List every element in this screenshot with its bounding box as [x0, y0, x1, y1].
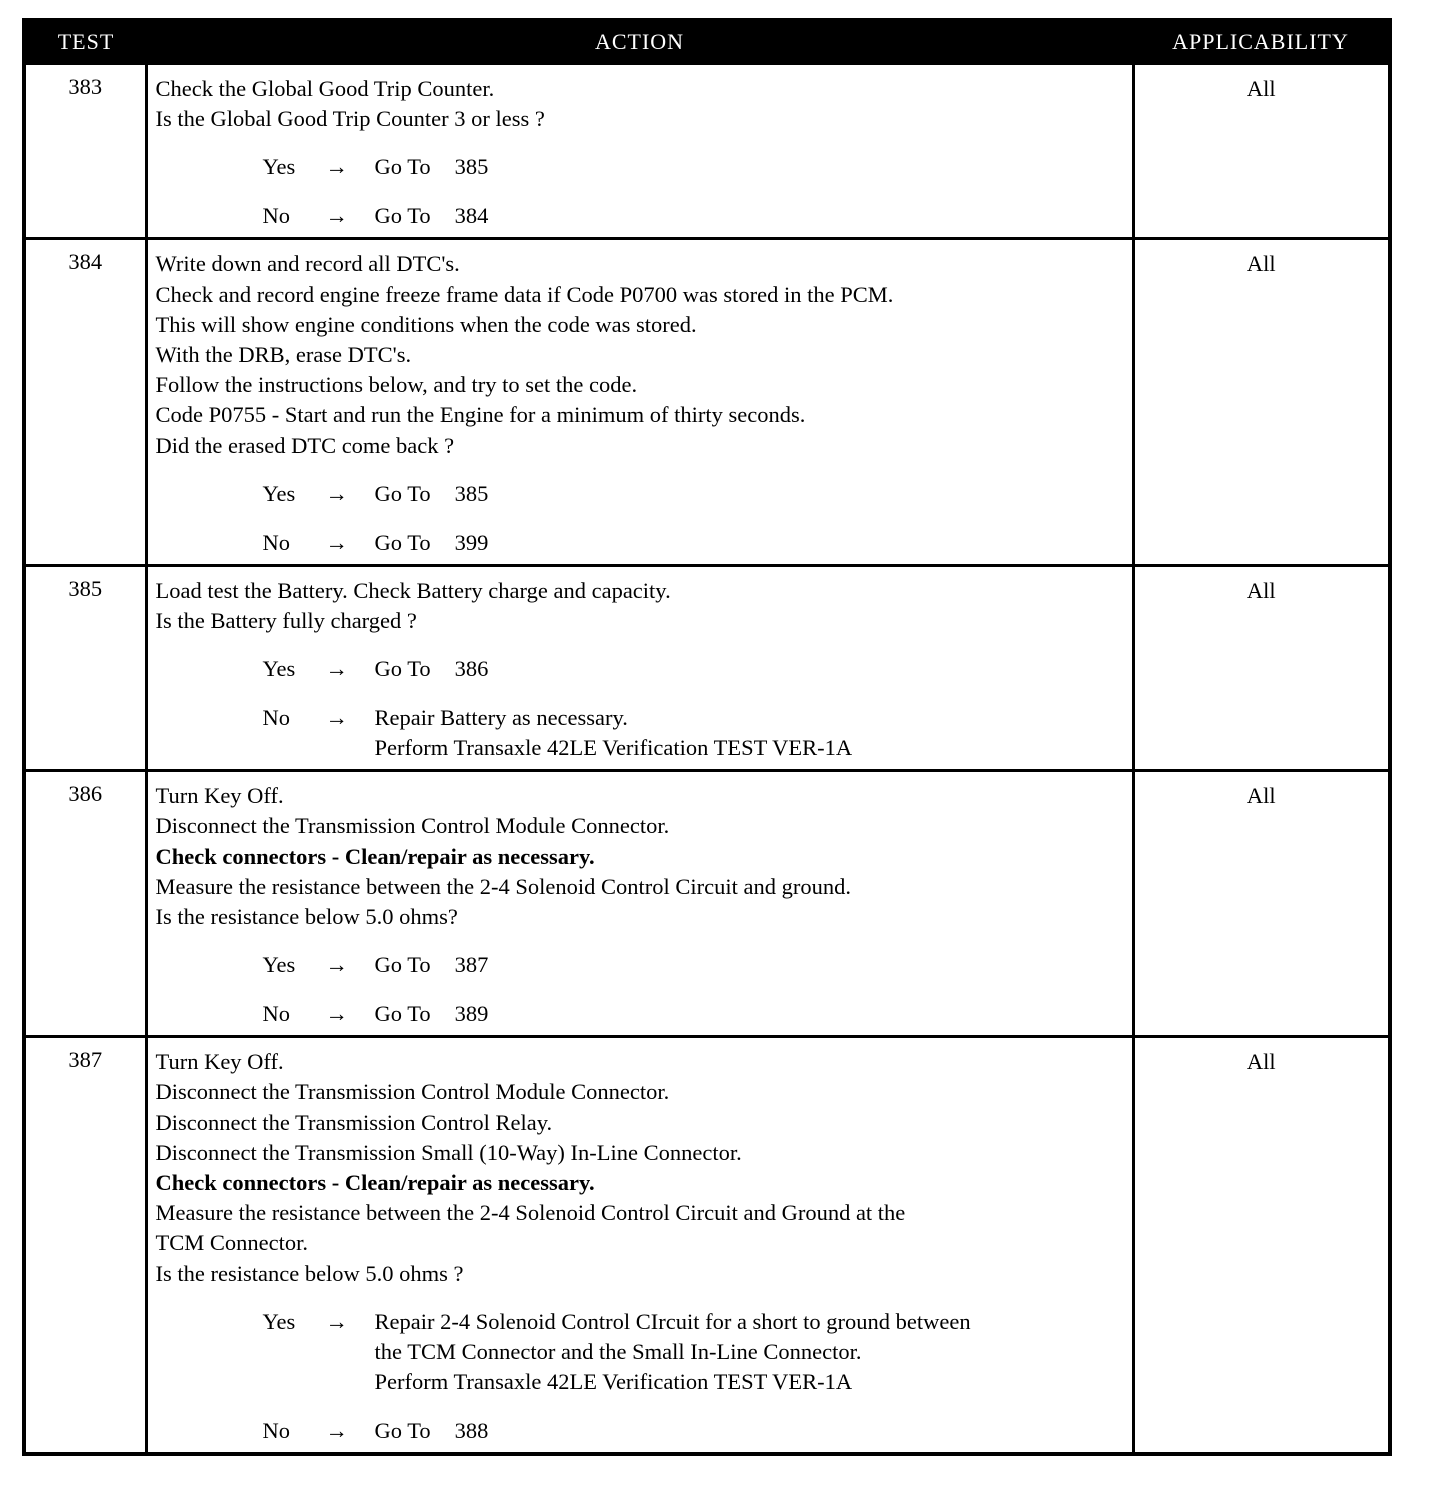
action-line: Measure the resistance between the 2-4 Solenoid Control Circuit and Ground at the: [155, 1200, 906, 1226]
action-line: Is the Battery fully charged ?: [155, 608, 417, 634]
result-line: Repair Battery as necessary.: [374, 705, 628, 731]
goto-test-number: 399: [454, 529, 489, 555]
arrow-right-icon: →: [325, 529, 348, 555]
goto-test-number: 385: [454, 480, 489, 506]
arrow-right-icon: →: [325, 705, 348, 731]
test-number: 385: [24, 565, 146, 770]
action-cell: [146, 239, 1133, 565]
answer-word: Yes: [262, 952, 296, 978]
goto-test-number: 387: [454, 952, 489, 978]
applicability-value: All: [1133, 1037, 1390, 1454]
arrow-right-icon: →: [325, 1001, 348, 1027]
arrow-right-icon: →: [325, 480, 348, 506]
action-cell: [146, 565, 1133, 770]
table-row: [24, 239, 1390, 565]
applicability-value: All: [1133, 771, 1390, 1037]
answer-row: [156, 152, 1124, 182]
goto-label: Go To: [374, 203, 431, 229]
table-row: [24, 1037, 1390, 1454]
test-number: 387: [24, 1037, 146, 1454]
answer-word: Yes: [262, 1308, 296, 1334]
goto-label: Go To: [374, 1417, 431, 1443]
diagnostic-test-table: [22, 18, 1392, 1456]
header-test: TEST: [24, 20, 146, 64]
action-line: Turn Key Off.: [155, 1049, 284, 1075]
action-line: With the DRB, erase DTC's.: [155, 342, 412, 368]
answer-word: No: [262, 705, 290, 731]
answer-list: [156, 152, 1124, 231]
result-line: Perform Transaxle 42LE Verification TEST VER-1A: [374, 1368, 853, 1394]
action-line: Check the Global Good Trip Counter.: [155, 76, 495, 101]
arrow-right-icon: →: [325, 952, 348, 978]
answer-list: [156, 950, 1124, 1029]
answer-word: No: [262, 1001, 290, 1027]
diagnostic-procedure-page: [22, 18, 1388, 1456]
answer-row: [156, 999, 1124, 1029]
action-line: Disconnect the Transmission Small (10-Way) In-Line Connector.: [155, 1139, 742, 1165]
answer-result: [375, 152, 1124, 182]
goto-label: Go To: [374, 952, 431, 978]
goto-test-number: 386: [454, 656, 489, 682]
answer-row: [156, 528, 1124, 558]
answer-result: [375, 1307, 1124, 1397]
applicability-value: All: [1133, 239, 1390, 565]
action-line: Is the resistance below 5.0 ohms ?: [155, 1260, 464, 1286]
answer-list: [156, 1307, 1124, 1446]
action-line: TCM Connector.: [155, 1230, 308, 1256]
goto-label: Go To: [374, 529, 431, 555]
header-applicability: APPLICABILITY: [1133, 20, 1390, 64]
arrow-right-icon: →: [325, 1308, 348, 1334]
action-line: Disconnect the Transmission Control Module Connector.: [155, 1079, 670, 1105]
answer-result: [375, 479, 1124, 509]
answer-list: [156, 654, 1124, 763]
action-line: Load test the Battery. Check Battery charge and capacity.: [155, 577, 671, 603]
action-cell: [146, 771, 1133, 1037]
goto-label: Go To: [374, 480, 431, 506]
goto-label: Go To: [374, 1001, 431, 1027]
action-line: Code P0755 - Start and run the Engine for a minimum of thirty seconds.: [155, 402, 806, 428]
answer-word: Yes: [262, 656, 296, 682]
test-number: 383: [24, 64, 146, 239]
action-line: Turn Key Off.: [155, 783, 284, 809]
action-line: Check connectors - Clean/repair as necessary.: [155, 1170, 595, 1196]
table-row: [24, 771, 1390, 1037]
action-line: Measure the resistance between the 2-4 Solenoid Control Circuit and ground.: [155, 873, 851, 899]
test-number: 384: [24, 239, 146, 565]
action-line: Did the erased DTC come back ?: [155, 432, 455, 458]
goto-test-number: 389: [454, 1001, 489, 1027]
answer-row: [156, 950, 1124, 980]
result-line: Perform Transaxle 42LE Verification TEST VER-1A: [374, 735, 853, 761]
action-line: Disconnect the Transmission Control Module Connector.: [155, 813, 670, 839]
action-cell: [146, 1037, 1133, 1454]
answer-result: [375, 654, 1124, 684]
applicability-value: All: [1133, 64, 1390, 239]
goto-label: Go To: [374, 656, 431, 682]
arrow-right-icon: →: [325, 1417, 348, 1443]
arrow-right-icon: →: [325, 154, 348, 180]
answer-list: [156, 479, 1124, 558]
arrow-right-icon: →: [325, 203, 348, 229]
answer-result: [375, 703, 1124, 763]
result-line: the TCM Connector and the Small In-Line Connector.: [374, 1338, 862, 1364]
result-line: Repair 2-4 Solenoid Control CIrcuit for a short to ground between: [374, 1308, 971, 1334]
answer-result: [375, 201, 1124, 231]
answer-word: Yes: [262, 154, 296, 180]
answer-word: No: [262, 529, 290, 555]
table-header-row: [24, 20, 1390, 64]
goto-test-number: 385: [454, 154, 489, 180]
table-row: [24, 565, 1390, 770]
header-action: ACTION: [146, 20, 1133, 64]
answer-row: [156, 703, 1124, 763]
arrow-right-icon: →: [325, 656, 348, 682]
table-row: [24, 64, 1390, 239]
answer-result: [375, 528, 1124, 558]
answer-row: [156, 479, 1124, 509]
answer-word: No: [262, 203, 290, 229]
action-line: This will show engine conditions when the code was stored.: [155, 311, 697, 337]
applicability-value: All: [1133, 565, 1390, 770]
action-line: Is the resistance below 5.0 ohms?: [155, 904, 458, 930]
action-line: Check connectors - Clean/repair as necessary.: [155, 843, 595, 869]
test-number: 386: [24, 771, 146, 1037]
answer-result: [375, 1416, 1124, 1446]
action-line: Is the Global Good Trip Counter 3 or less ?: [155, 106, 545, 132]
action-line: Check and record engine freeze frame data if Code P0700 was stored in the PCM.: [155, 281, 894, 307]
goto-label: Go To: [374, 154, 431, 180]
answer-row: [156, 1416, 1124, 1446]
answer-row: [156, 201, 1124, 231]
answer-result: [375, 950, 1124, 980]
goto-test-number: 384: [454, 203, 489, 229]
answer-word: Yes: [262, 480, 296, 506]
goto-test-number: 388: [454, 1417, 489, 1443]
answer-row: [156, 1307, 1124, 1397]
action-cell: [146, 64, 1133, 239]
action-line: Write down and record all DTC's.: [155, 251, 460, 277]
answer-result: [375, 999, 1124, 1029]
answer-word: No: [262, 1417, 290, 1443]
answer-row: [156, 654, 1124, 684]
action-line: Follow the instructions below, and try to set the code.: [155, 372, 638, 398]
action-line: Disconnect the Transmission Control Relay.: [155, 1109, 553, 1135]
